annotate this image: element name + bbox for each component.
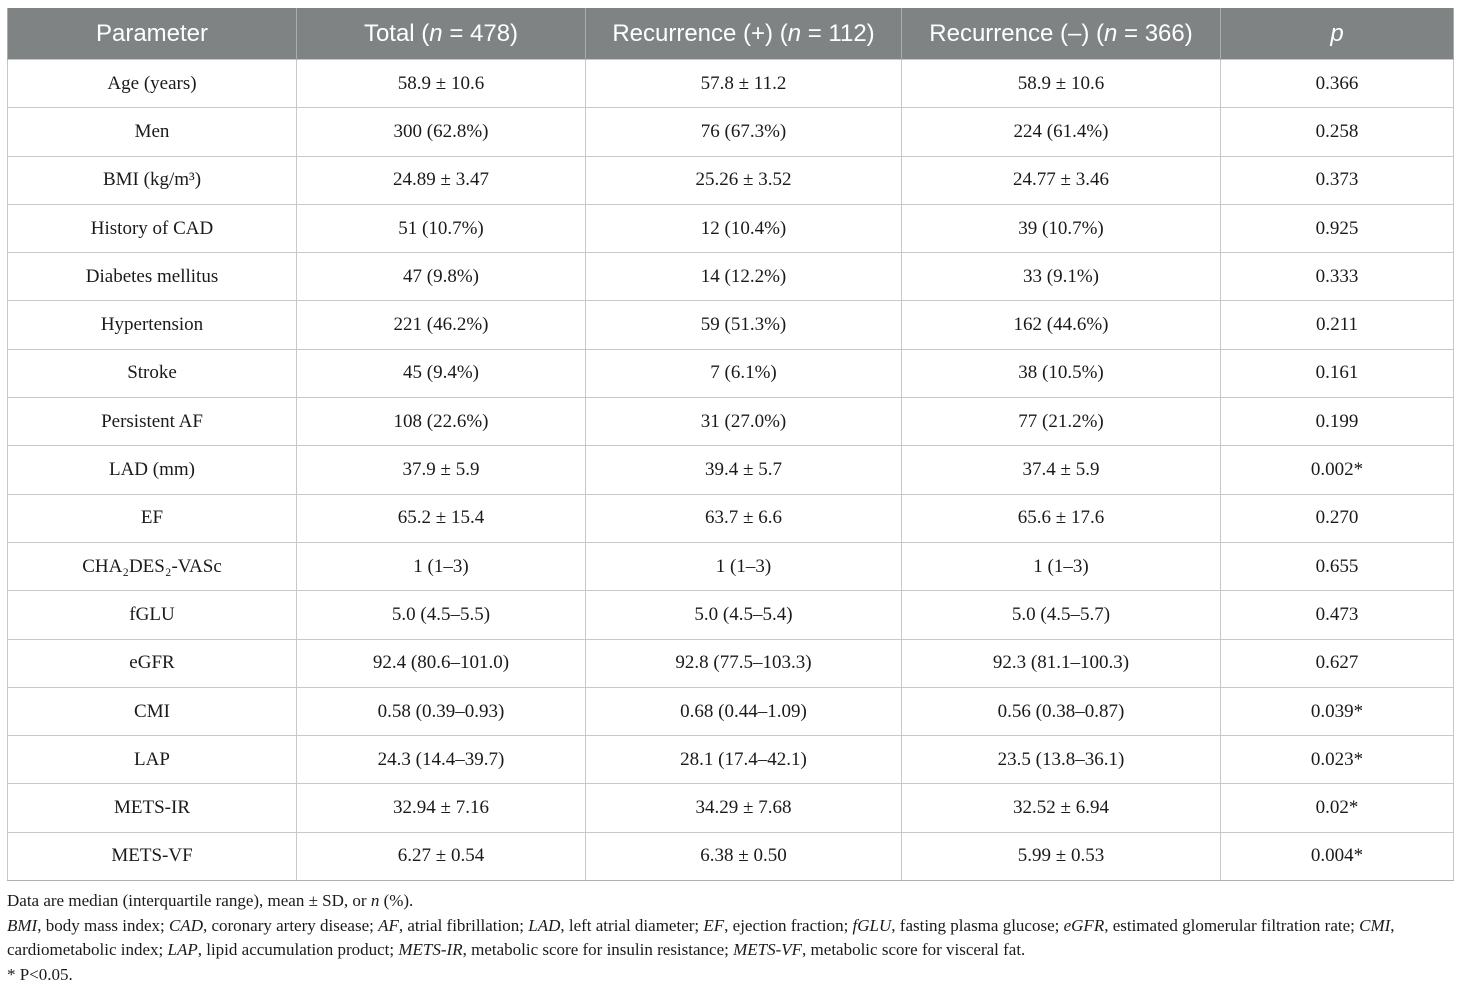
- abbreviation-definition: , left atrial diameter;: [560, 915, 704, 935]
- cell-parameter: LAD (mm): [8, 446, 297, 494]
- cell-p-value: 0.270: [1221, 494, 1454, 542]
- cell-parameter: Men: [8, 108, 297, 156]
- table-row: [8, 60, 1454, 108]
- table-header: [8, 8, 1454, 60]
- cell-recurrence-negative: 33 (9.1%): [902, 253, 1221, 301]
- table-row: [8, 687, 1454, 735]
- abbreviation-term: eGFR: [1063, 915, 1105, 935]
- cell-p-value: 0.258: [1221, 108, 1454, 156]
- header-p-value: p: [1221, 8, 1454, 60]
- table-row: [8, 446, 1454, 494]
- cell-recurrence-negative: 92.3 (81.1–100.3): [902, 639, 1221, 687]
- cell-p-value: 0.627: [1221, 639, 1454, 687]
- cell-total: 0.58 (0.39–0.93): [297, 687, 586, 735]
- cell-recurrence-positive: 14 (12.2%): [586, 253, 902, 301]
- cell-total: 6.27 ± 0.54: [297, 832, 586, 880]
- cell-p-value: 0.023*: [1221, 736, 1454, 784]
- cell-p-value: 0.199: [1221, 398, 1454, 446]
- cell-recurrence-negative: 162 (44.6%): [902, 301, 1221, 349]
- abbreviation-definition: , body mass index;: [37, 915, 169, 935]
- cell-p-value: 0.655: [1221, 542, 1454, 590]
- table-row: [8, 639, 1454, 687]
- cell-p-value: 0.925: [1221, 204, 1454, 252]
- cell-recurrence-negative: 24.77 ± 3.46: [902, 156, 1221, 204]
- abbreviation-term: LAD: [528, 915, 561, 935]
- footnote-data-format: Data are median (interquartile range), mean ± SD, or n (%).: [7, 891, 414, 910]
- cell-recurrence-positive: 39.4 ± 5.7: [586, 446, 902, 494]
- cell-recurrence-negative: 1 (1–3): [902, 542, 1221, 590]
- abbreviation-term: BMI: [7, 915, 38, 935]
- table-row: [8, 301, 1454, 349]
- footnote-significance: * P<0.05.: [7, 964, 73, 984]
- cell-total: 24.3 (14.4–39.7): [297, 736, 586, 784]
- cell-parameter: CMI: [8, 687, 297, 735]
- cell-recurrence-positive: 5.0 (4.5–5.4): [586, 591, 902, 639]
- abbreviation-definition: , ejection fraction;: [724, 915, 853, 935]
- table-row: [8, 349, 1454, 397]
- table-body: [8, 60, 1454, 881]
- header-row: [8, 8, 1454, 60]
- cell-recurrence-positive: 57.8 ± 11.2: [586, 60, 902, 108]
- baseline-characteristics-table: [7, 8, 1454, 881]
- cell-recurrence-positive: 59 (51.3%): [586, 301, 902, 349]
- abbreviation-definition: , estimated glomerular filtration rate;: [1104, 915, 1360, 935]
- cell-p-value: 0.366: [1221, 60, 1454, 108]
- cell-recurrence-positive: 76 (67.3%): [586, 108, 902, 156]
- cell-recurrence-negative: 5.99 ± 0.53: [902, 832, 1221, 880]
- cell-recurrence-positive: 12 (10.4%): [586, 204, 902, 252]
- cell-recurrence-positive: 6.38 ± 0.50: [586, 832, 902, 880]
- cell-recurrence-negative: 37.4 ± 5.9: [902, 446, 1221, 494]
- cell-recurrence-negative: 0.56 (0.38–0.87): [902, 687, 1221, 735]
- cell-total: 45 (9.4%): [297, 349, 586, 397]
- cell-total: 24.89 ± 3.47: [297, 156, 586, 204]
- data-table-container: [7, 8, 1453, 881]
- cell-p-value: 0.004*: [1221, 832, 1454, 880]
- table-row: [8, 108, 1454, 156]
- cell-total: 65.2 ± 15.4: [297, 494, 586, 542]
- cell-recurrence-negative: 39 (10.7%): [902, 204, 1221, 252]
- cell-total: 32.94 ± 7.16: [297, 784, 586, 832]
- cell-recurrence-negative: 58.9 ± 10.6: [902, 60, 1221, 108]
- table-row: [8, 253, 1454, 301]
- cell-p-value: 0.211: [1221, 301, 1454, 349]
- table-row: [8, 494, 1454, 542]
- cell-parameter: LAP: [8, 736, 297, 784]
- abbreviation-term: CAD: [168, 915, 203, 935]
- cell-p-value: 0.161: [1221, 349, 1454, 397]
- cell-total: 5.0 (4.5–5.5): [297, 591, 586, 639]
- cell-parameter: eGFR: [8, 639, 297, 687]
- cell-recurrence-positive: 34.29 ± 7.68: [586, 784, 902, 832]
- cell-parameter: CHA₂DES₂-VASc: [8, 542, 297, 590]
- footnote-abbreviations: [7, 914, 1453, 963]
- cell-recurrence-negative: 224 (61.4%): [902, 108, 1221, 156]
- abbreviation-term: METS-VF: [733, 940, 803, 959]
- table-row: [8, 784, 1454, 832]
- cell-recurrence-positive: 28.1 (17.4–42.1): [586, 736, 902, 784]
- cell-p-value: 0.002*: [1221, 446, 1454, 494]
- table-row: [8, 542, 1454, 590]
- abbreviation-term: fGLU: [852, 915, 892, 935]
- abbreviation-definition: , fasting plasma glucose;: [891, 915, 1064, 935]
- cell-recurrence-positive: 31 (27.0%): [586, 398, 902, 446]
- cell-recurrence-negative: 23.5 (13.8–36.1): [902, 736, 1221, 784]
- abbreviation-definition: , cardiometabolic index;: [7, 915, 1395, 959]
- cell-recurrence-negative: 65.6 ± 17.6: [902, 494, 1221, 542]
- abbreviation-definition: , coronary artery disease;: [202, 915, 379, 935]
- cell-recurrence-positive: 1 (1–3): [586, 542, 902, 590]
- cell-total: 92.4 (80.6–101.0): [297, 639, 586, 687]
- table-footnotes: [7, 889, 1453, 987]
- abbreviation-term: CMI: [1359, 915, 1391, 935]
- abbreviation-term: EF: [703, 915, 725, 935]
- abbreviation-term: METS-IR: [398, 940, 463, 959]
- cell-parameter: Age (years): [8, 60, 297, 108]
- cell-total: 221 (46.2%): [297, 301, 586, 349]
- cell-recurrence-positive: 7 (6.1%): [586, 349, 902, 397]
- table-row: [8, 156, 1454, 204]
- cell-recurrence-negative: 5.0 (4.5–5.7): [902, 591, 1221, 639]
- cell-total: 58.9 ± 10.6: [297, 60, 586, 108]
- abbreviation-definition: , metabolic score for visceral fat.: [802, 940, 1026, 959]
- header-total: Total (n = 478): [297, 8, 586, 60]
- cell-recurrence-positive: 92.8 (77.5–103.3): [586, 639, 902, 687]
- abbreviation-definition: , lipid accumulation product;: [197, 940, 399, 959]
- cell-p-value: 0.02*: [1221, 784, 1454, 832]
- cell-parameter: History of CAD: [8, 204, 297, 252]
- table-row: [8, 204, 1454, 252]
- header-parameter: Parameter: [8, 8, 297, 60]
- table-row: [8, 736, 1454, 784]
- table-row: [8, 591, 1454, 639]
- cell-p-value: 0.333: [1221, 253, 1454, 301]
- cell-total: 37.9 ± 5.9: [297, 446, 586, 494]
- cell-parameter: METS-VF: [8, 832, 297, 880]
- cell-recurrence-positive: 0.68 (0.44–1.09): [586, 687, 902, 735]
- cell-total: 1 (1–3): [297, 542, 586, 590]
- cell-parameter: EF: [8, 494, 297, 542]
- table-row: [8, 398, 1454, 446]
- header-recurrence-positive: Recurrence (+) (n = 112): [586, 8, 902, 60]
- cell-parameter: Stroke: [8, 349, 297, 397]
- cell-parameter: Diabetes mellitus: [8, 253, 297, 301]
- cell-total: 108 (22.6%): [297, 398, 586, 446]
- cell-p-value: 0.039*: [1221, 687, 1454, 735]
- cell-recurrence-negative: 38 (10.5%): [902, 349, 1221, 397]
- cell-parameter: METS-IR: [8, 784, 297, 832]
- abbreviation-term: LAP: [167, 940, 198, 959]
- abbreviation-definition: , atrial fibrillation;: [398, 915, 529, 935]
- cell-parameter: Hypertension: [8, 301, 297, 349]
- header-recurrence-negative: Recurrence (–) (n = 366): [902, 8, 1221, 60]
- abbreviation-definition: , metabolic score for insulin resistance;: [462, 940, 734, 959]
- cell-total: 47 (9.8%): [297, 253, 586, 301]
- cell-recurrence-positive: 63.7 ± 6.6: [586, 494, 902, 542]
- cell-parameter: BMI (kg/m³): [8, 156, 297, 204]
- cell-recurrence-negative: 32.52 ± 6.94: [902, 784, 1221, 832]
- cell-p-value: 0.373: [1221, 156, 1454, 204]
- cell-total: 51 (10.7%): [297, 204, 586, 252]
- cell-parameter: Persistent AF: [8, 398, 297, 446]
- abbreviation-term: AF: [378, 915, 399, 935]
- cell-p-value: 0.473: [1221, 591, 1454, 639]
- table-row: [8, 832, 1454, 880]
- cell-recurrence-negative: 77 (21.2%): [902, 398, 1221, 446]
- cell-parameter: fGLU: [8, 591, 297, 639]
- cell-recurrence-positive: 25.26 ± 3.52: [586, 156, 902, 204]
- cell-total: 300 (62.8%): [297, 108, 586, 156]
